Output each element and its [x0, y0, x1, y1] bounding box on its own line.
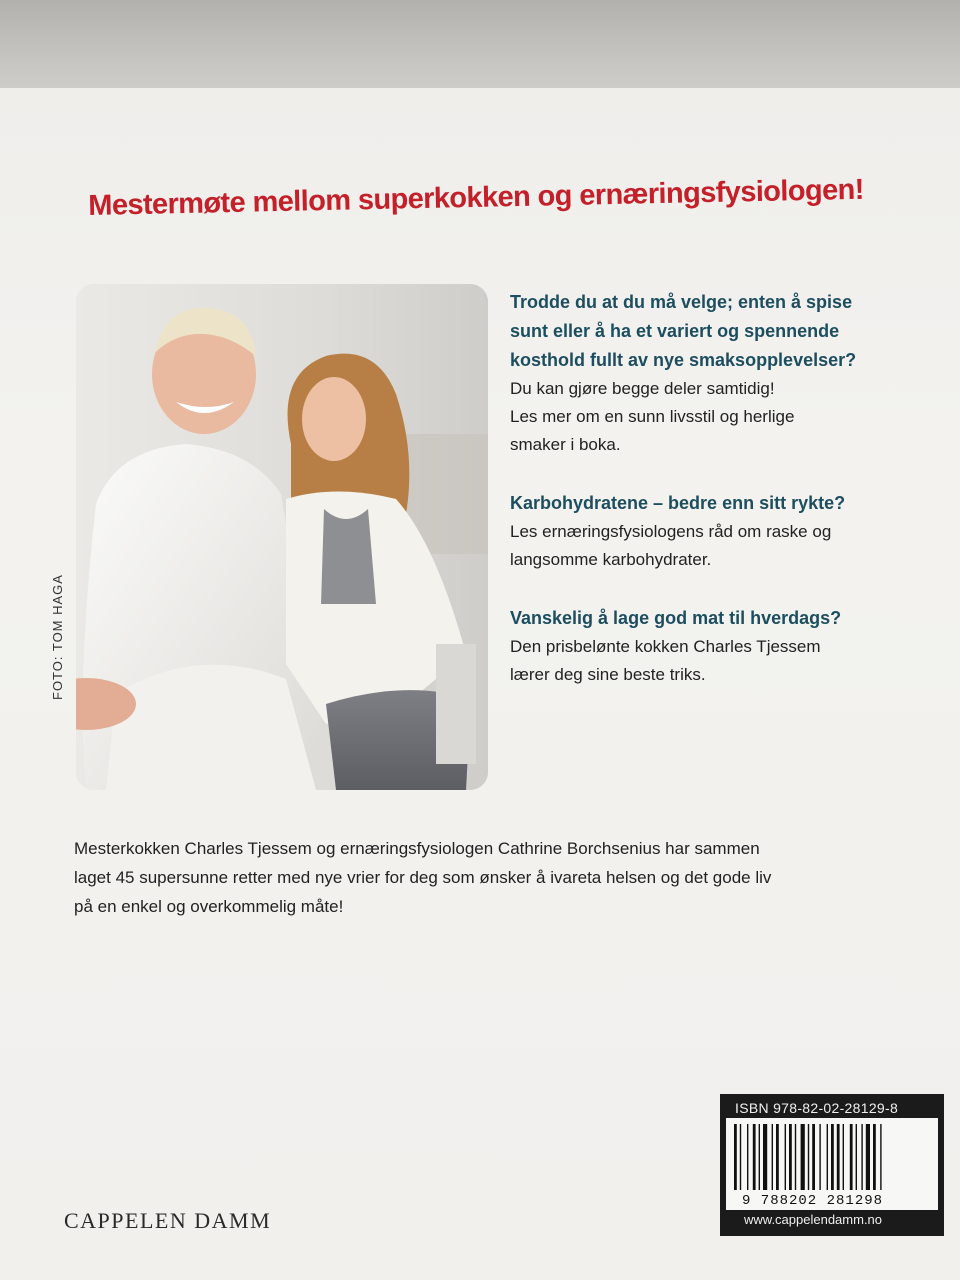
barcode-bar	[837, 1124, 840, 1190]
blurb-heading	[510, 489, 930, 518]
blurb-body-line: Den prisbelønte kokken Charles Tjessem	[510, 637, 821, 656]
barcode-bar	[861, 1124, 862, 1190]
barcode-bar	[772, 1124, 773, 1190]
blurb-heading-line: Karbohydratene – bedre enn sitt rykte?	[510, 493, 846, 513]
isbn-number: ISBN 978-82-02-28129-8	[735, 1100, 899, 1116]
barcode-bar	[812, 1124, 815, 1190]
blurb-body	[510, 633, 930, 689]
blurb-body-line: Du kan gjøre begge deler samtidig!	[510, 379, 775, 398]
barcode-bar	[880, 1124, 881, 1190]
blurb-heading	[510, 288, 930, 375]
barcode-bar	[856, 1124, 857, 1190]
chef-and-nutritionist-photo	[76, 284, 488, 790]
barcode-bar	[801, 1124, 805, 1190]
blurb-column	[510, 288, 930, 719]
publisher-website: www.cappelendamm.no	[744, 1212, 883, 1227]
blurb-body	[510, 518, 930, 574]
headline: Mestermøte mellom superkokken og ernæringsfysiologen!	[88, 173, 865, 222]
barcode-bar	[831, 1124, 834, 1190]
barcode-bar	[763, 1124, 767, 1190]
blurb-body-line: langsomme karbohydrater.	[510, 550, 712, 569]
blurb-3	[510, 604, 930, 689]
summary-line: Mesterkokken Charles Tjessem og ernæringsfysiologen Cathrine Borchsenius har sammen	[74, 839, 760, 858]
book-summary	[74, 834, 924, 921]
blurb-heading-line: sunt eller å ha et variert og spennende	[510, 321, 840, 341]
background-surface	[0, 0, 960, 95]
barcode-bar	[753, 1124, 756, 1190]
barcode-bar	[747, 1124, 748, 1190]
barcode-digits: 9 788202 281298	[742, 1193, 884, 1209]
blurb-heading-line: Vanskelig å lage god mat til hverdags?	[510, 608, 842, 628]
blurb-body-line: smaker i boka.	[510, 435, 621, 454]
barcode-bar	[873, 1124, 876, 1190]
blurb-body-line: Les ernæringsfysiologens råd om raske og	[510, 522, 832, 541]
blurb-1	[510, 288, 930, 459]
barcode-bar	[819, 1124, 820, 1190]
blurb-heading-line: kosthold fullt av nye smaksopplevelser?	[510, 350, 857, 370]
barcode-bar	[759, 1124, 760, 1190]
blurb-heading	[510, 604, 930, 633]
barcode-bar	[850, 1124, 853, 1190]
blurb-heading-line: Trodde du at du må velge; enten å spise	[510, 292, 853, 312]
blurb-body-line: lærer deg sine beste triks.	[510, 665, 706, 684]
barcode-bar	[740, 1124, 741, 1190]
barcode-bar	[734, 1124, 737, 1190]
barcode-bar	[843, 1124, 844, 1190]
photo-credit: FOTO: TOM HAGA	[50, 574, 65, 700]
blurb-body-line: Les mer om en sunn livsstil og herlige	[510, 407, 795, 426]
barcode-bar	[808, 1124, 809, 1190]
publisher-name: CAPPELEN DAMM	[64, 1208, 272, 1233]
blurb-2	[510, 489, 930, 574]
barcode-bar	[795, 1124, 796, 1190]
barcode-bar	[776, 1124, 779, 1190]
barcode-bar	[789, 1124, 792, 1190]
summary-line: laget 45 supersunne retter med nye vrier for deg som ønsker å ivareta helsen og det gode liv	[74, 868, 772, 887]
barcode-bar	[785, 1124, 786, 1190]
barcode-bar	[827, 1124, 828, 1190]
photo-illustration	[76, 284, 488, 790]
barcode-bar	[866, 1124, 870, 1190]
summary-line: på en enkel og overkommelig måte!	[74, 897, 344, 916]
blurb-body	[510, 375, 930, 459]
